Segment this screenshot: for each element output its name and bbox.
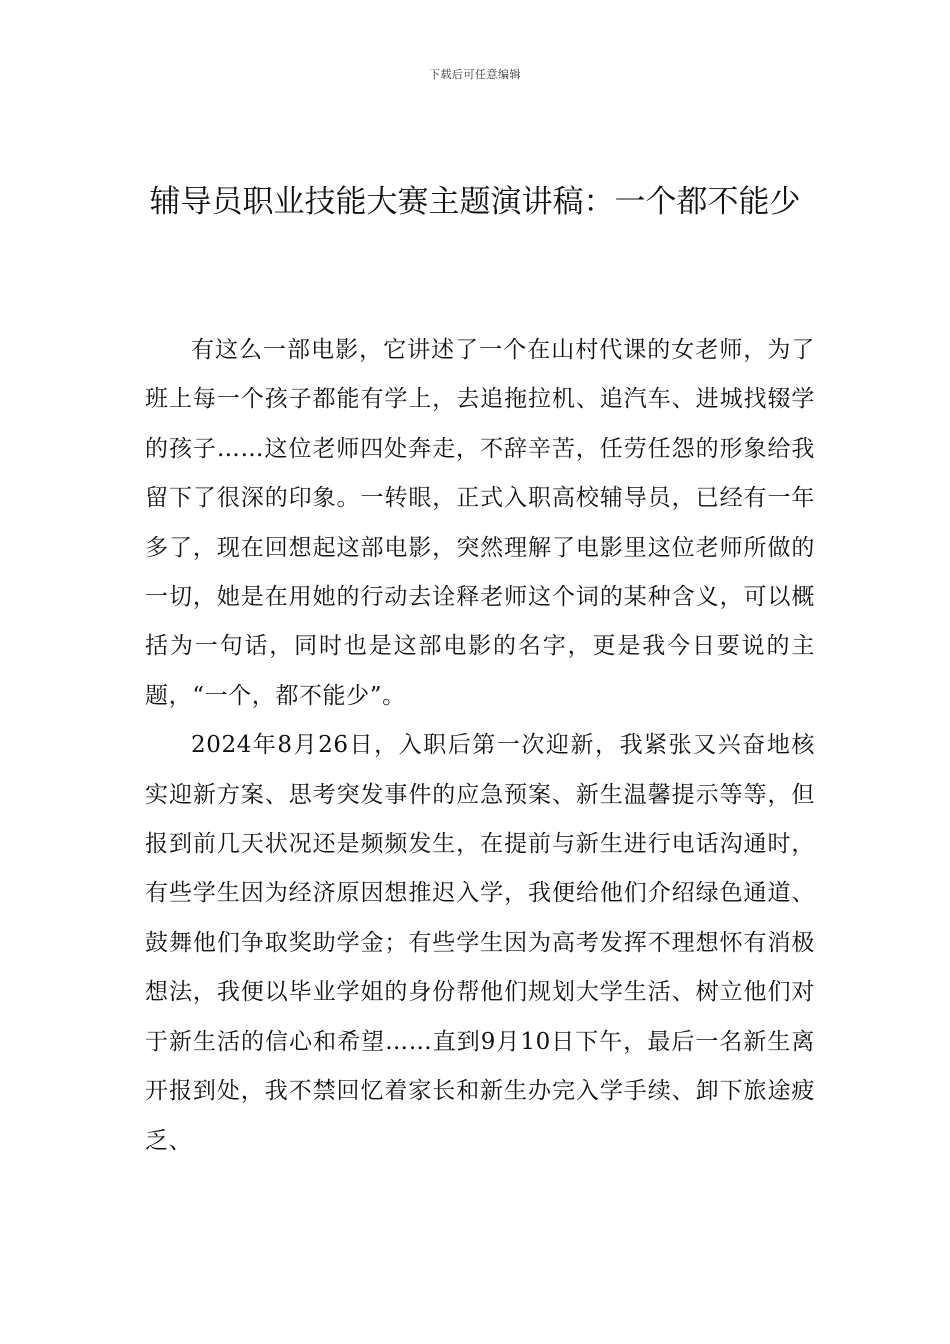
paragraph-2: 2024年8月26日，入职后第一次迎新，我紧张又兴奋地核实迎新方案、思考突发事件的应急预案、新生温馨提示等等，但报到前几天状况还是频频发生，在提前与新生进行电话沟通时，有些学生因为经济原因想推迟入学，我便给他们介绍绿色通道、鼓舞他们争取奖助学金；有些学生因为高考发挥不理想怀有消极想法，我便以毕业学姐的身份帮他们规划大学生活、树立他们对于新生活的信心和希望……直到9月10日下午，最后一名新生离开报到处，我不禁回忆着家长和新生办完入学手续、卸下旅途疲乏、 <box>145 732 815 1154</box>
paragraph-1: 有这么一部电影，它讲述了一个在山村代课的女老师，为了班上每一个孩子都能有学上，去追拖拉机、追汽车、进城找辍学的孩子……这位老师四处奔走，不辞辛苦，任劳任怨的形象给我留下了很深的印象。一转眼，正式入职高校辅导员，已经有一年多了，现在回想起这部电影，突然理解了电影里这位老师所做的一切，她是在用她的行动去诠释老师这个词的某种含义，可以概括为一句话，同时也是这部电影的名字，更是我今日要说的主题，“一个，都不能少”。 <box>145 337 815 709</box>
document-title: 辅导员职业技能大赛主题演讲稿：一个都不能少 <box>149 184 801 220</box>
header-note: 下载后可任意编辑 <box>429 68 521 81</box>
document-body <box>145 326 815 1166</box>
